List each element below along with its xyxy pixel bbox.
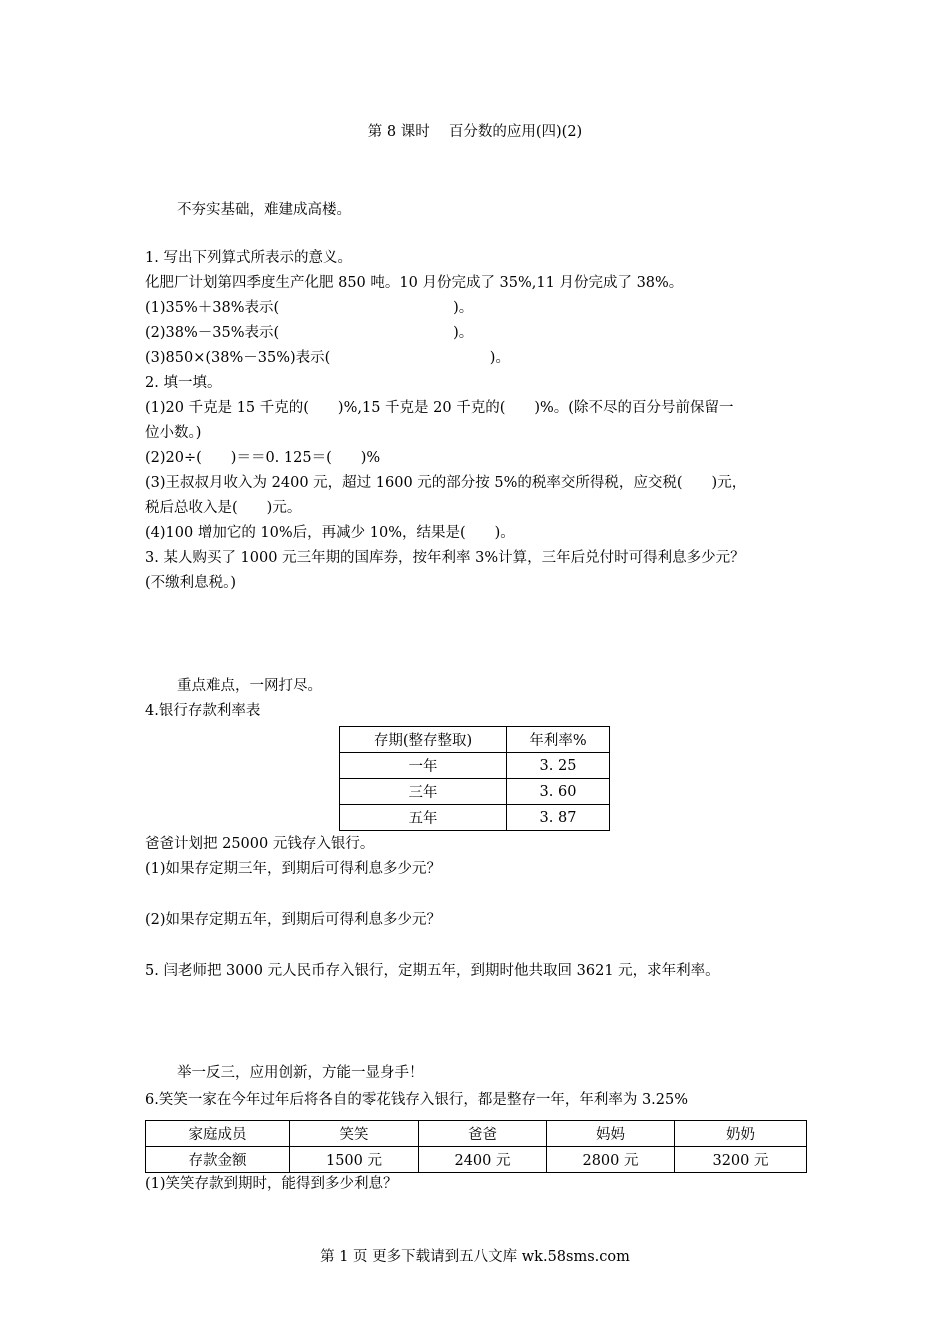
q5: 5. 闫老师把 3000 元人民币存入银行，定期五年，到期时他共取回 3621 元，求年利率。	[145, 963, 720, 979]
table-cell: 奶奶	[675, 1121, 807, 1147]
table-cell: 2800 元	[547, 1147, 675, 1173]
table-cell: 存款金额	[146, 1147, 290, 1173]
section-heading-basic: 不夯实基础，难建成高楼。	[177, 202, 351, 218]
section-heading-key: 重点难点，一网打尽。	[177, 678, 322, 694]
table-header-cell: 年利率%	[507, 727, 610, 753]
q1-heading: 1. 写出下列算式所表示的意义。	[145, 250, 352, 266]
table-row	[146, 1121, 807, 1147]
family-savings-table	[145, 1120, 807, 1173]
interest-rate-table	[339, 726, 610, 831]
table-row	[340, 805, 610, 831]
q1-stem: 化肥厂计划第四季度生产化肥 850 吨。10 月份完成了 35%,11 月份完成了 38%。	[145, 275, 684, 291]
q4-stem: 爸爸计划把 25000 元钱存入银行。	[145, 836, 375, 852]
table-cell: 3. 25	[507, 753, 610, 779]
table-header-cell: 存期(整存整取)	[340, 727, 507, 753]
q4-heading: 4.银行存款利率表	[145, 703, 261, 719]
q2-item-1b: 位小数。)	[145, 425, 202, 441]
q6-sub-1: (1)笑笑存款到期时，能得到多少利息？	[145, 1176, 398, 1192]
q2-item-4: (4)100 增加它的 10%后，再减少 10%，结果是( )。	[145, 525, 515, 541]
table-row	[340, 753, 610, 779]
page-footer: 第 1 页 更多下载请到五八文库 wk.58sms.com	[320, 1249, 630, 1265]
table-cell: 2400 元	[419, 1147, 547, 1173]
q1-item-3: (3)850×(38%－35%)表示( )。	[145, 350, 510, 366]
table-cell: 3. 60	[507, 779, 610, 805]
q1-item-2: (2)38%－35%表示( )。	[145, 325, 474, 341]
q3-line-2: (不缴利息税。)	[145, 575, 237, 591]
table-cell: 五年	[340, 805, 507, 831]
table-cell: 三年	[340, 779, 507, 805]
table-row	[146, 1147, 807, 1173]
q2-item-3b: 税后总收入是( )元。	[145, 500, 302, 516]
table-cell: 家庭成员	[146, 1121, 290, 1147]
table-row	[340, 727, 610, 753]
table-row	[340, 779, 610, 805]
table-cell: 笑笑	[290, 1121, 419, 1147]
q2-item-3a: (3)王叔叔月收入为 2400 元，超过 1600 元的部分按 5%的税率交所得税，应交税( )元，	[145, 475, 747, 491]
q2-item-2: (2)20÷( )＝＝0. 125＝( )%	[145, 450, 381, 466]
q4-sub-1: (1)如果存定期三年，到期后可得利息多少元？	[145, 861, 442, 877]
page-title: 第 8 课时 百分数的应用(四)(2)	[367, 124, 583, 140]
table-cell: 3. 87	[507, 805, 610, 831]
table-cell: 妈妈	[547, 1121, 675, 1147]
table-cell: 1500 元	[290, 1147, 419, 1173]
table-cell: 一年	[340, 753, 507, 779]
q2-item-1a: (1)20 千克是 15 千克的( )%,15 千克是 20 千克的( )%。(除不尽的百分号前保留一	[145, 400, 734, 416]
q4-sub-2: (2)如果存定期五年，到期后可得利息多少元？	[145, 912, 442, 928]
q2-heading: 2. 填一填。	[145, 375, 222, 391]
section-heading-apply: 举一反三，应用创新，方能一显身手！	[177, 1065, 424, 1081]
q6-heading: 6.笑笑一家在今年过年后将各自的零花钱存入银行，都是整存一年，年利率为 3.25%	[145, 1092, 689, 1108]
table-cell: 爸爸	[419, 1121, 547, 1147]
table-cell: 3200 元	[675, 1147, 807, 1173]
q1-item-1: (1)35%＋38%表示( )。	[145, 300, 474, 316]
q3-line-1: 3. 某人购买了 1000 元三年期的国库券，按年利率 3%计算，三年后兑付时可得利息多少元？	[145, 550, 745, 566]
